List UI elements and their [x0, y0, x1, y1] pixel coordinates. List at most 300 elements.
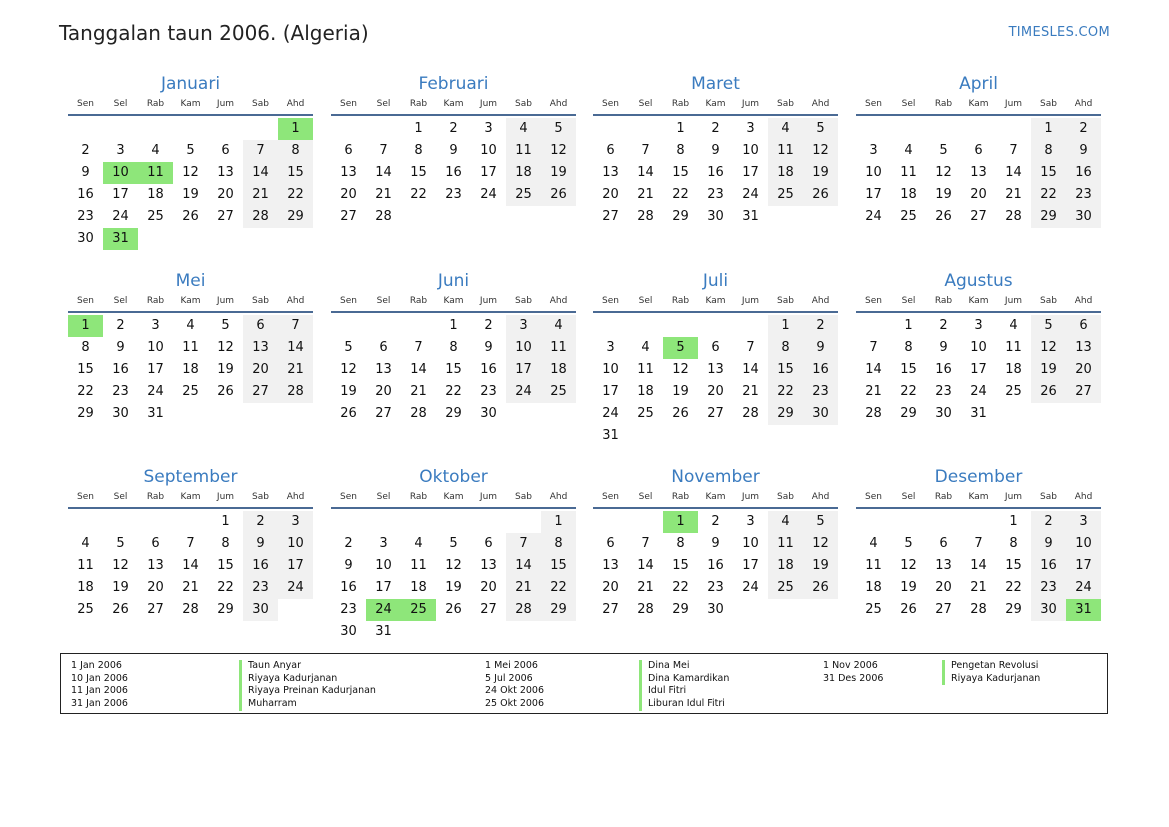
- weekday-label: Jum: [741, 296, 760, 306]
- day-cell: 26: [445, 602, 462, 617]
- day-cell: 5: [541, 118, 576, 140]
- day-cell: 28: [865, 406, 882, 421]
- weekday-label: Sen: [340, 296, 357, 306]
- day-cell: 6: [711, 340, 720, 355]
- holiday-day: 10: [103, 162, 138, 184]
- weekday-label: Jum: [741, 99, 760, 109]
- day-cell: 15: [672, 165, 689, 180]
- day-cell: 19: [803, 162, 838, 184]
- day-cell: 29: [1005, 602, 1022, 617]
- day-cell: 13: [375, 362, 392, 377]
- day-cell: 12: [541, 140, 576, 162]
- day-cell: 7: [869, 340, 878, 355]
- day-cell: 14: [1005, 165, 1022, 180]
- day-cell: 20: [970, 187, 987, 202]
- legend-holiday: Dina Mei: [648, 660, 690, 671]
- day-grid: [331, 118, 576, 228]
- day-cell: 22: [1005, 580, 1022, 595]
- day-cell: 18: [541, 359, 576, 381]
- day-cell: 4: [506, 118, 541, 140]
- day-cell: 18: [865, 580, 882, 595]
- empty-cell: [506, 511, 541, 533]
- day-cell: 27: [243, 381, 278, 403]
- day-cell: 5: [803, 118, 838, 140]
- day-cell: 30: [77, 231, 94, 246]
- day-cell: 3: [379, 536, 388, 551]
- day-cell: 21: [865, 384, 882, 399]
- empty-cell: [926, 118, 961, 140]
- day-cell: 2: [81, 143, 90, 158]
- weekday-label: Rab: [934, 296, 953, 306]
- day-cell: 18: [410, 580, 427, 595]
- day-cell: 21: [1005, 187, 1022, 202]
- day-cell: 2: [711, 514, 720, 529]
- weekday-label: Ahd: [1074, 492, 1093, 502]
- day-cell: 22: [672, 187, 689, 202]
- weekday-label: Rab: [671, 492, 690, 502]
- day-cell: 5: [344, 340, 353, 355]
- empty-cell: [628, 511, 663, 533]
- day-grid: [593, 511, 838, 621]
- day-cell: 27: [707, 406, 724, 421]
- day-cell: 20: [707, 384, 724, 399]
- empty-cell: [856, 511, 891, 533]
- day-cell: 4: [641, 340, 650, 355]
- day-cell: 15: [77, 362, 94, 377]
- weekday-label: Rab: [671, 296, 690, 306]
- weekday-label: Sen: [77, 296, 94, 306]
- day-cell: 20: [602, 580, 619, 595]
- day-cell: 16: [340, 580, 357, 595]
- weekday-label: Sen: [865, 296, 882, 306]
- legend-date: 1 Mei 2006: [485, 660, 538, 671]
- weekday-label: Ahd: [1074, 296, 1093, 306]
- day-cell: 13: [147, 558, 164, 573]
- legend-dates-col-3: [823, 660, 883, 685]
- day-cell: 30: [803, 403, 838, 425]
- day-cell: 4: [1009, 318, 1018, 333]
- day-cell: 2: [449, 121, 458, 136]
- day-cell: 24: [1066, 577, 1101, 599]
- day-cell: 27: [375, 406, 392, 421]
- day-cell: 15: [672, 558, 689, 573]
- day-cell: 19: [217, 362, 234, 377]
- month-8: [856, 270, 1101, 425]
- weekday-label: Sel: [901, 296, 916, 306]
- day-cell: 14: [742, 362, 759, 377]
- day-cell: 9: [711, 536, 720, 551]
- day-cell: 1: [904, 318, 913, 333]
- day-cell: 12: [445, 558, 462, 573]
- day-cell: 21: [278, 359, 313, 381]
- day-cell: 8: [81, 340, 90, 355]
- day-cell: 5: [803, 511, 838, 533]
- day-cell: 7: [243, 140, 278, 162]
- month-name: Mei: [175, 271, 206, 291]
- day-cell: 26: [541, 184, 576, 206]
- day-cell: 13: [602, 165, 619, 180]
- weekday-label: Sel: [638, 492, 653, 502]
- weekday-header: [68, 489, 313, 509]
- weekday-label: Ahd: [811, 99, 830, 109]
- day-cell: 27: [480, 602, 497, 617]
- day-cell: 14: [637, 558, 654, 573]
- weekday-label: Sab: [777, 99, 794, 109]
- day-cell: 24: [865, 209, 882, 224]
- day-cell: 9: [116, 340, 125, 355]
- day-cell: 27: [217, 209, 234, 224]
- day-cell: 10: [742, 536, 759, 551]
- day-cell: 31: [970, 406, 987, 421]
- day-cell: 22: [217, 580, 234, 595]
- day-cell: 9: [1066, 140, 1101, 162]
- day-cell: 9: [243, 533, 278, 555]
- month-name: Maret: [691, 74, 740, 94]
- day-cell: 25: [182, 384, 199, 399]
- day-cell: 20: [217, 187, 234, 202]
- month-2: [331, 73, 576, 228]
- day-cell: 4: [541, 315, 576, 337]
- month-11: [593, 466, 838, 621]
- day-cell: 28: [742, 406, 759, 421]
- weekday-label: Sab: [777, 492, 794, 502]
- weekday-label: Rab: [409, 296, 428, 306]
- holiday-day: 11: [138, 162, 173, 184]
- weekday-header: [331, 293, 576, 313]
- empty-cell: [138, 511, 173, 533]
- day-cell: 6: [606, 536, 615, 551]
- day-cell: 18: [77, 580, 94, 595]
- day-cell: 7: [186, 536, 195, 551]
- day-cell: 1: [1009, 514, 1018, 529]
- day-cell: 12: [935, 165, 952, 180]
- day-cell: 6: [606, 143, 615, 158]
- weekday-label: Ahd: [549, 492, 568, 502]
- weekday-label: Rab: [934, 492, 953, 502]
- month-name: April: [959, 74, 998, 94]
- month-name: Desember: [934, 467, 1023, 487]
- day-cell: 8: [768, 337, 803, 359]
- day-cell: 19: [182, 187, 199, 202]
- day-cell: 20: [375, 384, 392, 399]
- day-cell: 13: [1066, 337, 1101, 359]
- empty-cell: [663, 315, 698, 337]
- day-cell: 7: [1009, 143, 1018, 158]
- day-cell: 2: [711, 121, 720, 136]
- day-cell: 10: [506, 337, 541, 359]
- empty-cell: [698, 315, 733, 337]
- day-cell: 30: [480, 406, 497, 421]
- site-link[interactable]: TIMESLES.COM: [1008, 25, 1110, 40]
- day-cell: 12: [340, 362, 357, 377]
- weekday-label: Sen: [340, 99, 357, 109]
- day-grid: [856, 511, 1101, 621]
- day-cell: 30: [707, 602, 724, 617]
- month-name: November: [671, 467, 760, 487]
- weekday-label: Kam: [443, 99, 464, 109]
- legend-holiday: Riyaya Kadurjanan: [951, 672, 1041, 684]
- legend-dates-col-1: [71, 660, 128, 711]
- legend-date: 31 Des 2006: [823, 672, 884, 684]
- day-cell: 24: [506, 381, 541, 403]
- day-cell: 15: [768, 359, 803, 381]
- day-cell: 7: [641, 536, 650, 551]
- holiday-day: 1: [278, 118, 313, 140]
- holiday-day: 25: [401, 599, 436, 621]
- day-cell: 10: [602, 362, 619, 377]
- day-cell: 31: [375, 624, 392, 639]
- day-cell: 3: [1066, 511, 1101, 533]
- weekday-label: Sel: [113, 492, 128, 502]
- weekday-label: Kam: [968, 296, 989, 306]
- empty-cell: [243, 118, 278, 140]
- weekday-label: Kam: [443, 492, 464, 502]
- day-cell: 4: [414, 536, 423, 551]
- empty-cell: [961, 118, 996, 140]
- day-cell: 25: [506, 184, 541, 206]
- day-cell: 11: [1005, 340, 1022, 355]
- day-cell: 22: [445, 384, 462, 399]
- day-cell: 20: [602, 187, 619, 202]
- day-cell: 7: [506, 533, 541, 555]
- empty-cell: [331, 315, 366, 337]
- day-cell: 21: [742, 384, 759, 399]
- day-cell: 22: [900, 384, 917, 399]
- day-cell: 3: [869, 143, 878, 158]
- day-cell: 22: [541, 577, 576, 599]
- day-cell: 25: [768, 577, 803, 599]
- day-cell: 25: [637, 406, 654, 421]
- weekday-label: Rab: [409, 492, 428, 502]
- day-cell: 13: [970, 165, 987, 180]
- day-cell: 21: [375, 187, 392, 202]
- weekday-label: Jum: [1004, 99, 1023, 109]
- day-cell: 4: [186, 318, 195, 333]
- weekday-header: [856, 489, 1101, 509]
- day-cell: 4: [869, 536, 878, 551]
- day-cell: 30: [340, 624, 357, 639]
- day-cell: 19: [112, 580, 129, 595]
- day-cell: 23: [1031, 577, 1066, 599]
- empty-cell: [996, 118, 1031, 140]
- day-cell: 19: [445, 580, 462, 595]
- holiday-day: 1: [68, 315, 103, 337]
- day-cell: 3: [151, 318, 160, 333]
- weekday-label: Sab: [252, 296, 269, 306]
- day-cell: 2: [939, 318, 948, 333]
- day-cell: 15: [410, 165, 427, 180]
- day-cell: 17: [375, 580, 392, 595]
- day-cell: 26: [900, 602, 917, 617]
- day-cell: 31: [602, 428, 619, 443]
- day-cell: 12: [900, 558, 917, 573]
- day-cell: 30: [935, 406, 952, 421]
- day-cell: 8: [904, 340, 913, 355]
- day-cell: 5: [116, 536, 125, 551]
- weekday-label: Sab: [1040, 296, 1057, 306]
- legend-holiday: Pengetan Revolusi: [951, 660, 1039, 671]
- weekday-label: Ahd: [811, 296, 830, 306]
- day-cell: 8: [221, 536, 230, 551]
- day-cell: 17: [970, 362, 987, 377]
- weekday-label: Kam: [180, 492, 201, 502]
- day-cell: 6: [344, 143, 353, 158]
- day-cell: 14: [375, 165, 392, 180]
- day-cell: 29: [672, 209, 689, 224]
- day-cell: 14: [865, 362, 882, 377]
- day-cell: 27: [602, 602, 619, 617]
- day-cell: 6: [1066, 315, 1101, 337]
- holiday-day: 1: [663, 511, 698, 533]
- day-cell: 11: [77, 558, 94, 573]
- day-cell: 22: [768, 381, 803, 403]
- weekday-label: Kam: [180, 99, 201, 109]
- day-cell: 14: [637, 165, 654, 180]
- day-cell: 3: [606, 340, 615, 355]
- day-cell: 27: [602, 209, 619, 224]
- day-cell: 12: [803, 533, 838, 555]
- day-cell: 19: [935, 187, 952, 202]
- empty-cell: [103, 118, 138, 140]
- day-cell: 29: [541, 599, 576, 621]
- day-grid: [68, 511, 313, 621]
- holiday-legend: [60, 653, 1108, 714]
- legend-date: 1 Jan 2006: [71, 660, 122, 671]
- weekday-header: [856, 96, 1101, 116]
- month-name: Oktober: [419, 467, 488, 487]
- weekday-label: Sel: [113, 99, 128, 109]
- day-cell: 26: [217, 384, 234, 399]
- day-cell: 19: [900, 580, 917, 595]
- legend-holiday: Muharram: [248, 698, 297, 710]
- legend-date: 1 Nov 2006: [823, 660, 878, 671]
- day-cell: 27: [340, 209, 357, 224]
- day-cell: 19: [340, 384, 357, 399]
- month-name: Februari: [418, 74, 489, 94]
- day-cell: 5: [1031, 315, 1066, 337]
- day-cell: 30: [243, 599, 278, 621]
- weekday-label: Ahd: [811, 492, 830, 502]
- day-cell: 8: [676, 536, 685, 551]
- day-cell: 3: [974, 318, 983, 333]
- day-cell: 19: [541, 162, 576, 184]
- empty-cell: [628, 118, 663, 140]
- weekday-label: Kam: [443, 296, 464, 306]
- day-cell: 15: [1005, 558, 1022, 573]
- empty-cell: [733, 315, 768, 337]
- holiday-day: 31: [103, 228, 138, 250]
- day-cell: 18: [506, 162, 541, 184]
- day-cell: 16: [1066, 162, 1101, 184]
- day-cell: 23: [243, 577, 278, 599]
- day-cell: 25: [768, 184, 803, 206]
- weekday-label: Sab: [515, 99, 532, 109]
- empty-cell: [173, 118, 208, 140]
- day-cell: 24: [147, 384, 164, 399]
- day-cell: 10: [1066, 533, 1101, 555]
- day-cell: 7: [278, 315, 313, 337]
- day-cell: 26: [182, 209, 199, 224]
- weekday-label: Sen: [602, 492, 619, 502]
- legend-holiday: Taun Anyar: [248, 660, 301, 671]
- weekday-label: Rab: [409, 99, 428, 109]
- day-cell: 22: [410, 187, 427, 202]
- day-cell: 22: [1031, 184, 1066, 206]
- day-cell: 17: [602, 384, 619, 399]
- legend-names-col-2: [639, 660, 729, 711]
- day-cell: 18: [147, 187, 164, 202]
- day-cell: 23: [445, 187, 462, 202]
- day-cell: 10: [278, 533, 313, 555]
- empty-cell: [173, 511, 208, 533]
- day-cell: 20: [243, 359, 278, 381]
- day-cell: 20: [1066, 359, 1101, 381]
- day-cell: 5: [939, 143, 948, 158]
- day-cell: 17: [278, 555, 313, 577]
- empty-cell: [961, 511, 996, 533]
- month-7: [593, 270, 838, 447]
- empty-cell: [593, 315, 628, 337]
- weekday-label: Jum: [479, 492, 498, 502]
- day-cell: 4: [768, 511, 803, 533]
- day-cell: 30: [1066, 206, 1101, 228]
- day-cell: 13: [602, 558, 619, 573]
- day-cell: 10: [375, 558, 392, 573]
- day-cell: 11: [541, 337, 576, 359]
- day-cell: 15: [445, 362, 462, 377]
- empty-cell: [471, 511, 506, 533]
- month-6: [331, 270, 576, 425]
- empty-cell: [68, 118, 103, 140]
- day-cell: 9: [939, 340, 948, 355]
- day-cell: 23: [77, 209, 94, 224]
- day-cell: 29: [445, 406, 462, 421]
- weekday-label: Sen: [602, 99, 619, 109]
- day-cell: 16: [77, 187, 94, 202]
- day-cell: 28: [637, 602, 654, 617]
- legend-date: 24 Okt 2006: [485, 685, 545, 697]
- day-cell: 22: [77, 384, 94, 399]
- day-cell: 11: [768, 140, 803, 162]
- day-cell: 6: [939, 536, 948, 551]
- day-cell: 13: [935, 558, 952, 573]
- day-cell: 23: [803, 381, 838, 403]
- day-cell: 19: [803, 555, 838, 577]
- day-cell: 28: [243, 206, 278, 228]
- day-cell: 28: [637, 209, 654, 224]
- weekday-label: Sel: [638, 99, 653, 109]
- empty-cell: [366, 315, 401, 337]
- page-title: Tanggalan taun 2006. (Algeria): [59, 21, 369, 45]
- legend-date: 10 Jan 2006: [71, 672, 128, 684]
- day-cell: 28: [182, 602, 199, 617]
- day-cell: 9: [484, 340, 493, 355]
- day-cell: 27: [970, 209, 987, 224]
- weekday-label: Jum: [479, 99, 498, 109]
- day-cell: 15: [1031, 162, 1066, 184]
- day-cell: 2: [344, 536, 353, 551]
- empty-cell: [366, 511, 401, 533]
- day-cell: 23: [707, 580, 724, 595]
- day-cell: 23: [935, 384, 952, 399]
- day-cell: 21: [637, 187, 654, 202]
- day-cell: 24: [742, 187, 759, 202]
- legend-date: 25 Okt 2006: [485, 698, 545, 710]
- day-cell: 16: [243, 555, 278, 577]
- day-cell: 28: [970, 602, 987, 617]
- weekday-label: Sel: [376, 492, 391, 502]
- day-cell: 29: [217, 602, 234, 617]
